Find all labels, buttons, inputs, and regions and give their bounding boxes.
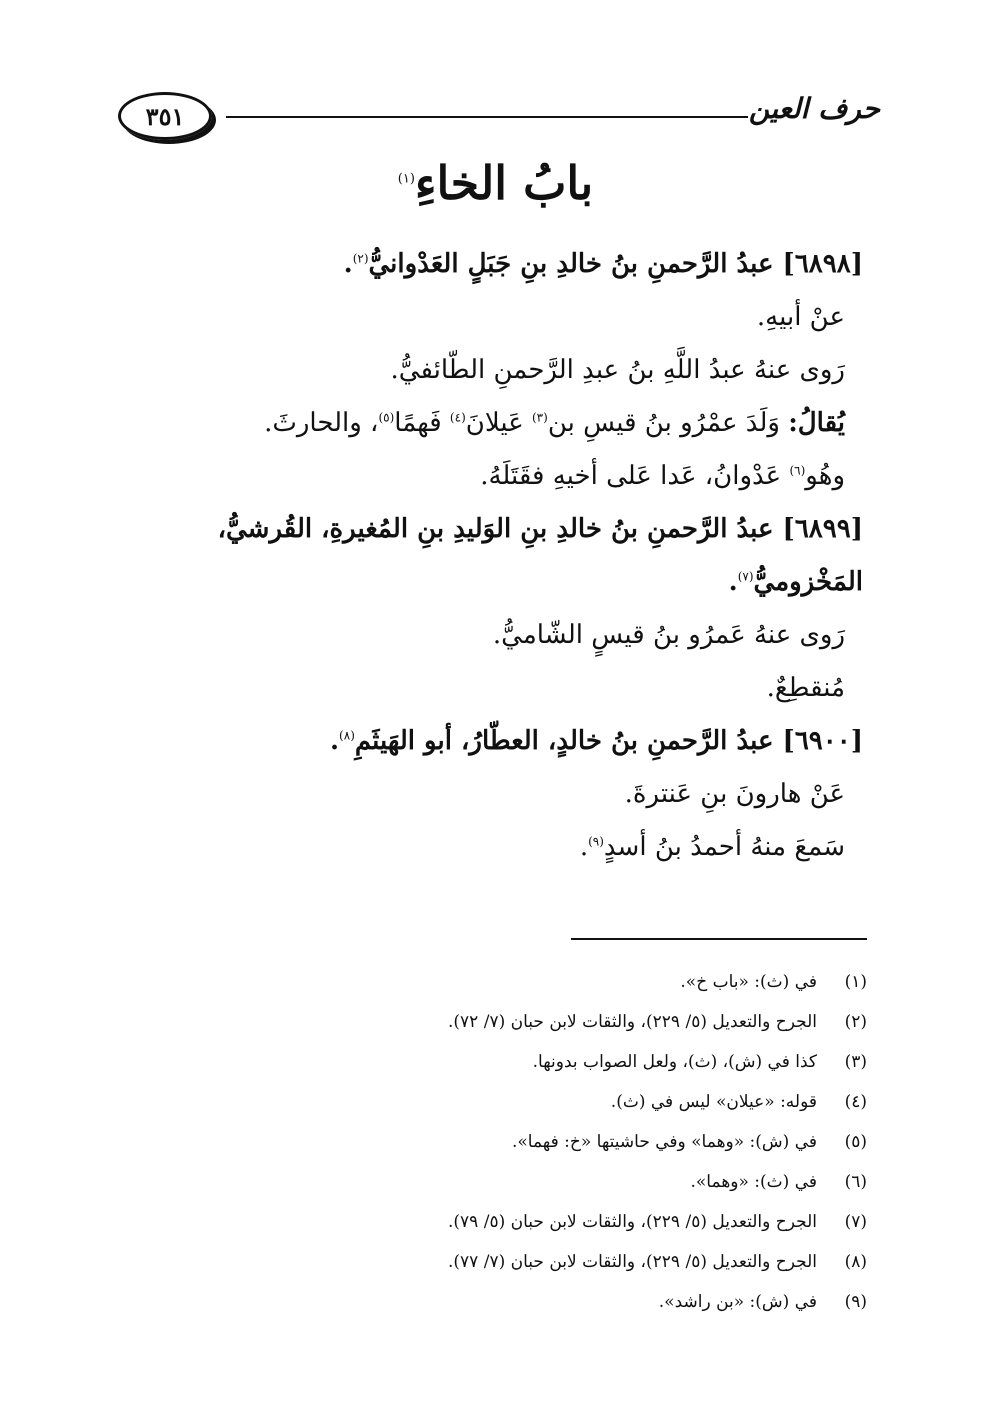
entry-text: وَلَدَ عمْرُو بنُ قيسِ بن — [547, 408, 789, 438]
footnote-number: (١) — [844, 972, 867, 992]
chapter-title-text: بابُ الخاءِ — [414, 156, 594, 210]
entry-heading-end: . — [343, 249, 353, 279]
footnote-number: (٨) — [844, 1252, 867, 1272]
footnote-ref: (٥) — [378, 410, 395, 425]
footnote — [127, 1202, 867, 1242]
entry-heading-text: [٦٩٠٠] عبدُ الرَّحمنِ بنُ خالدٍ، العطّارُ، أبو الهَيثَمِ — [354, 726, 863, 756]
footnote-number: (٦) — [844, 1172, 867, 1192]
footnote-separator — [571, 938, 867, 940]
entry-heading-end: . — [329, 726, 340, 756]
footnotes — [127, 962, 867, 1322]
footnote-text: في (ش): «وهما» وفي حاشيتها «خ: فهما». — [511, 1132, 817, 1152]
entry-text: ، والحارثَ. — [264, 408, 379, 438]
footnote-text: في (ث): «وهما». — [690, 1172, 817, 1192]
footnote — [127, 1162, 867, 1202]
footnote-ref: (٢) — [352, 251, 369, 266]
entry-text: . — [579, 832, 589, 862]
footnote — [127, 1242, 867, 1282]
footnote-text: كذا في (ش)، (ث)، ولعل الصواب بدونها. — [532, 1052, 817, 1072]
entry-line: عنْ أبيهِ. — [756, 302, 845, 332]
main-text — [123, 238, 863, 874]
footnote — [127, 1282, 867, 1322]
entry-text: عَدْوانُ، عَدا عَلى أخيهِ فقَتَلَهُ. — [480, 461, 790, 491]
entry-line: رَوى عنهُ عَمرُو بنُ قيسٍ الشّاميُّ. — [492, 620, 845, 650]
footnote-number: (٧) — [844, 1212, 867, 1232]
footnote-ref: (٤) — [449, 410, 466, 425]
entry-heading — [123, 238, 863, 291]
footnote-number: (٩) — [844, 1292, 867, 1312]
footnote-ref: (٦) — [789, 463, 806, 478]
footnote-number: (٢) — [844, 1012, 867, 1032]
entry-heading — [123, 715, 863, 768]
footnote-ref: (٧) — [737, 569, 754, 584]
footnote-ref: (٩) — [588, 834, 604, 849]
footnote — [127, 1122, 867, 1162]
footnote — [127, 962, 867, 1002]
entry-line: عَنْ هارونَ بنِ عَنترةَ. — [624, 779, 845, 809]
entry-heading-text: المَخْزوميُّ — [753, 567, 863, 597]
footnote-text: قوله: «عيلان» ليس في (ث). — [610, 1092, 817, 1112]
running-head: حرف العين — [748, 92, 880, 125]
footnote-number: (٥) — [844, 1132, 867, 1152]
footnote-text: الجرح والتعديل (٥/ ٢٢٩)، والثقات لابن حبان (٧/ ٧٢). — [448, 1012, 817, 1032]
entry-label: يُقالُ: — [788, 408, 845, 438]
footnote — [127, 1042, 867, 1082]
footnote-text: الجرح والتعديل (٥/ ٢٢٩)، والثقات لابن حبان (٥/ ٧٩). — [448, 1212, 817, 1232]
chapter-title — [0, 156, 991, 210]
footnote-ref: (١) — [397, 171, 415, 187]
footnote-number: (٣) — [844, 1052, 867, 1072]
footnote-ref: (٣) — [531, 410, 548, 425]
footnote-text: في (ث): «باب خ». — [680, 972, 817, 992]
entry-heading-continued — [123, 556, 863, 609]
entry-heading-end: . — [728, 567, 738, 597]
footnote-text: في (ش): «بن راشد». — [658, 1292, 817, 1312]
footnote-ref: (٨) — [339, 728, 355, 743]
entry-line — [123, 821, 863, 874]
entry-text: وهُو — [805, 461, 845, 491]
entry-text: سَمعَ منهُ أحمدُ بنُ أسدٍ — [603, 832, 845, 862]
entry-line: مُنقطِعٌ. — [766, 673, 845, 703]
entry-text: فَهمًا — [394, 408, 450, 438]
entry-text: عَيلانَ — [465, 408, 532, 438]
entry-line — [123, 450, 863, 503]
entry-heading-text: [٦٨٩٨] عبدُ الرَّحمنِ بنُ خالدِ بنِ جَبَلٍ العَدْوانيُّ — [368, 249, 863, 279]
entry-line: رَوى عنهُ عبدُ اللَّهِ بنُ عبدِ الرَّحمنِ الطّائفيُّ. — [390, 355, 845, 385]
page-number: ٣٥١ — [118, 92, 212, 140]
page-header — [118, 92, 880, 138]
footnote-text: الجرح والتعديل (٥/ ٢٢٩)، والثقات لابن حبان (٧/ ٧٧). — [448, 1252, 817, 1272]
entry-line — [123, 397, 863, 450]
footnote-number: (٤) — [844, 1092, 867, 1112]
footnote — [127, 1082, 867, 1122]
footnote — [127, 1002, 867, 1042]
entry-heading: [٦٨٩٩] عبدُ الرَّحمنِ بنُ خالدِ بنِ الوَليدِ بنِ المُغيرةِ، القُرشيُّ، — [217, 514, 863, 544]
header-rule — [226, 116, 748, 118]
